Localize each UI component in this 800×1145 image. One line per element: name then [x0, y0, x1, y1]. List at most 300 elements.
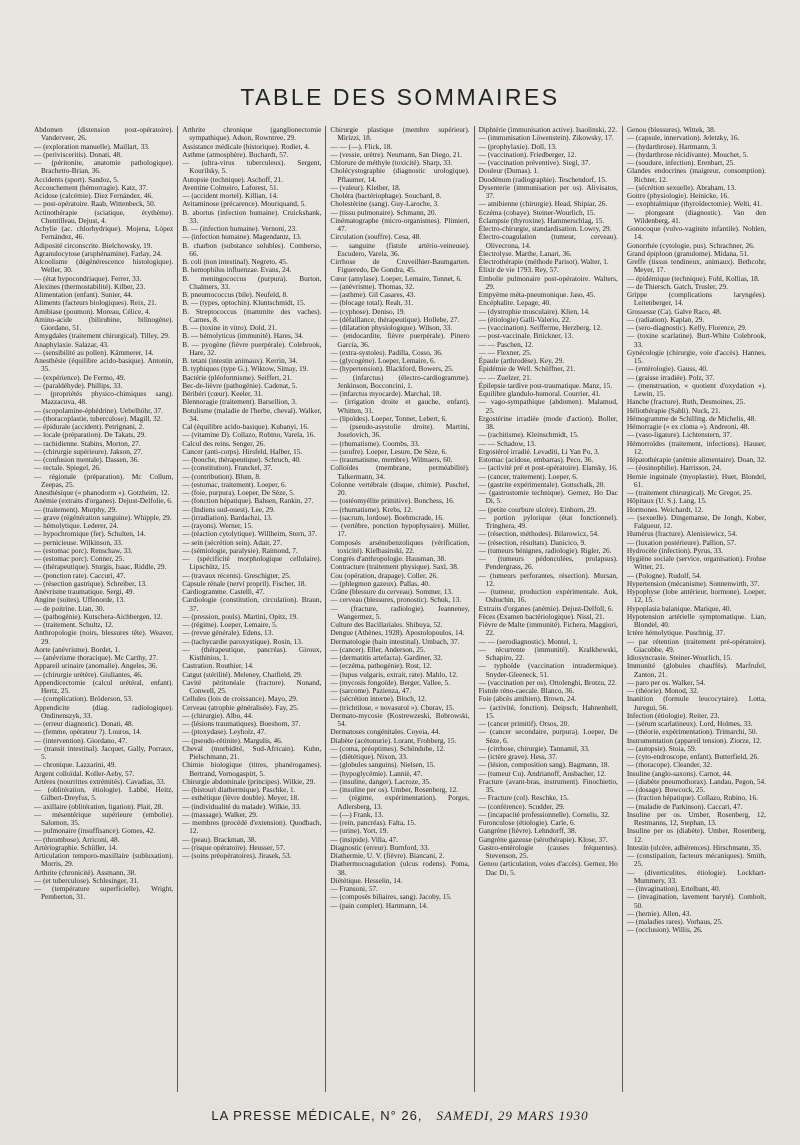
index-entry: — épidémique (technique). Fohl, Kollias, 18. — [626, 273, 760, 283]
index-entry: — (tumeurs bénignes, radiologie). Rigler, 26. — [478, 545, 612, 555]
index-entry: Gangrène gazeuse (sérothérapie). Klose, 37. — [478, 834, 608, 844]
index-entry: — mésentérique supérieure (embolie). Salomon, 35. — [34, 809, 174, 827]
index-entry: — (tumeur, production expérimentale. Auk, Oshuchin, 16. — [478, 587, 618, 605]
index-entry: Hôpitaux (U. S.). Lang, 15. — [626, 496, 707, 506]
index-entry: — hémolytique. Lederer, 24. — [34, 521, 119, 530]
index-entry: — (exploration manuelle). Maillart, 33. — [34, 141, 150, 151]
index-entry: — (diabète pneumothorax). Landau, Pegon, 54. — [626, 776, 767, 786]
index-entry: — (soufre). Loeper, Lesure, De Sèze, 6. — [330, 446, 448, 456]
index-entry: Amygdales (traitement chirurgical). Tilley, 29. — [34, 331, 170, 341]
index-entry: Béribéri (cœur). Keeler, 31. — [182, 389, 263, 398]
index-entry: — (dermatitis artefacta). Gardiner, 32. — [330, 653, 443, 662]
index-entry: Cavité péritonéale (fracture). Nonand, Conwell, 25. — [182, 677, 322, 695]
index-entry: — (femme, opérateur ?). Louros, 14. — [34, 727, 142, 737]
index-entry: — (petite courbure ulcère). Einhorn, 29. — [478, 504, 597, 514]
index-entry: Cerveau (atrophie généralisée). Fay, 25. — [182, 702, 299, 712]
index-entry: — axillaire (oblitération, ligation). Plait, 28. — [34, 801, 164, 811]
index-entry: Aliments (facteurs biologiques). Reix, 21. — [34, 298, 157, 308]
index-entry: — vago-sympathique (abdomen). Malamud, 25. — [478, 397, 618, 415]
index-entry: — (risque opératoire). Heusser, 57. — [182, 842, 286, 852]
index-entry: Infection (étiologie). Reiter, 23. — [626, 710, 720, 720]
index-entry: — Fracture (col). Reschke, 15. — [478, 793, 569, 803]
index-entry: — (théorie). Monod, 32. — [626, 686, 699, 695]
index-entry: — (résection, résultats). Danicico, 9. — [478, 537, 586, 547]
index-entry: Cal (équilibre acido-basique). Kubanyi, 16. — [182, 422, 309, 431]
index-entry: Eczéma (cobaye). Steiner-Wourlich, 15. — [478, 207, 596, 217]
index-entry: Héliothérapie (Sahli). Nuck, 21. — [626, 405, 721, 415]
index-entry: Chlorure de méthyle (toxicité). Sharp, 33. — [330, 158, 453, 167]
index-entry: — rachidienne. Stabins, Morton, 27. — [34, 438, 141, 448]
index-entry: Intestin (ulcère, adhérences). Hirschmann, 35. — [626, 842, 762, 852]
index-entry: — (thérapeutique). Sturgis, Isaac, Riddle, 29. — [34, 562, 167, 572]
index-entry: — (fonction hépatique). Bahsen, Rankin, 27. — [182, 496, 314, 506]
index-entry: Grand épiploon (granulome). Midana, 51. — [626, 248, 750, 258]
index-entry: Cancer (anti-corps). Hirsfeld, Halber, 15. — [182, 446, 303, 456]
index-entry: — épidurale (accident). Petrignani, 2. — [34, 422, 145, 431]
index-entry: Chimie biologique (titres, phanérogames). Bertrand, Vornogaspirt, 5. — [182, 760, 322, 778]
index-entry: — (graisse irradiée). Polz, 37. — [626, 372, 715, 382]
index-entry: — post-opératoire. Raab, Wittenbeck, 50. — [34, 199, 156, 209]
footer-date: SAMEDI, 29 MARS 1930 — [436, 1108, 589, 1123]
index-entry: Insuline (anglo-saxons). Carnot, 44. — [626, 768, 732, 778]
index-entry: — (rayons). Werner, 15. — [182, 521, 253, 530]
index-entry: Calcul des reins. Senger, 26. — [182, 438, 266, 448]
index-entry: — (constipation, facteurs mécaniques). Smith, 25. — [626, 851, 767, 869]
index-entry: Élixir de vie 1793. Rey, 57. — [478, 265, 559, 275]
index-entry: Accidents (sport). Sandoz, 5. — [34, 174, 119, 184]
index-entry: Grippe (complications laryngées). Leitenberger, 14. — [626, 290, 767, 308]
index-entry: — (péritonite, anatomie pathologique). Brachetto-Brian, 36. — [34, 158, 174, 176]
index-entry: Appareil urinaire (anomalie). Angeles, 36. — [34, 661, 158, 671]
index-entry: B. tetani (intestin animaux). Kerrin, 34. — [182, 356, 298, 365]
index-entry: — (invagination). Ertelbant, 40. — [626, 884, 721, 893]
index-entry: — (défaillance, thérapeutique). Hollebe, 27. — [330, 314, 460, 324]
index-entry: Inanition (formule leucocytaire). Lotta, Juregui, 56. — [626, 694, 767, 712]
index-entry: — (régime, expérimentation). Porges, Adlersberg, 13. — [330, 793, 470, 811]
index-entry: — (rhumatisme). Krebs, 12. — [330, 504, 413, 514]
index-entry: Genou (articulation, voies d'accès). Gernez, Ho Dac Di, 5. — [478, 859, 618, 877]
index-entry: Hémogramme de Schilling. de Michelis, 48. — [626, 413, 757, 423]
index-entry: Furonculose (étiologie). Carle, 6. — [478, 818, 576, 827]
index-entry: — (régime). Loeper, Lemaire, 5. — [182, 620, 278, 629]
index-entry: — (prophylaxie). Doll, 13. — [478, 141, 557, 151]
index-entry: — (rachitisme). Kleinschmidt, 15. — [478, 430, 579, 440]
index-entry: — (menstruation, « quotient d'oxydation »). Lewin, 15. — [626, 380, 767, 398]
page-footer — [0, 1108, 800, 1124]
index-entry: Équilibre glandulo-humoral. Courrier, 41. — [478, 389, 601, 398]
index-entry: — (rein, pancréas). Falta, 15. — [330, 818, 416, 827]
index-entry: Hémorragie (« ex cloma »). Andreoni, 48. — [626, 422, 750, 431]
index-entry: Circulation (souffre). Cesa, 48. — [330, 232, 422, 242]
index-entry: Glandes endocrines (maigreur, consomption). Richter, 12. — [626, 166, 767, 184]
index-entry: Chirurgie abdominale (principes). Wilkie, 29. — [182, 776, 316, 786]
index-entry: Douleur (Dumas). 1. — [478, 166, 539, 176]
index-entry: — (bistouri diathermique). Paschke, 1. — [182, 785, 296, 794]
index-entry: — (lésions traumatiques). Boeshorn, 37. — [182, 719, 301, 728]
index-entry: — (ultra-virus tuberculeux). Sergent, Kourilsky, 5. — [182, 158, 322, 176]
index-entry: — (pathogénie). Kutschera-Aichbergen, 12. — [34, 611, 163, 621]
index-entry: — (constitution). Franckel, 37. — [182, 463, 273, 473]
index-entry: B. meningococcus (purpura). Burton, Chalmers, 33. — [182, 273, 322, 291]
index-entry: — (sécrétion sexuelle). Abraham, 13. — [626, 182, 737, 192]
index-column-3 — [325, 126, 473, 1092]
index-entry: — Fransoni, 57. — [330, 884, 378, 893]
index-entry: — (estomac porc). Renschaw, 33. — [34, 545, 133, 555]
index-entry: — (extra-systoles). Padilla, Cosso, 36. — [330, 347, 443, 357]
index-entry: Anévrisme traumatique. Sergi, 49. — [34, 587, 135, 596]
index-entry: — (paraldéhyde). Phillips, 33. — [34, 380, 123, 390]
index-entry: — (cancer). Eller, Anderson, 25. — [330, 644, 426, 654]
index-entry: — (—) Frank, 13. — [330, 809, 384, 819]
index-entry: — (phlegmon gazeux). Pallas, 40. — [330, 578, 430, 588]
index-entry: — — Paschen, 12. — [478, 339, 534, 349]
index-entry: — — Flexner, 25. — [478, 347, 532, 357]
index-entry: Gastro-entérologie (causes fréquentes). Stevenson, 25. — [478, 842, 618, 860]
index-entry: — membres (procédé d'extension). Quodbach, 12. — [182, 818, 322, 836]
index-entry: — (chirurgie urétère). Giuliantes, 46. — [34, 669, 143, 679]
index-entry: — (et tuberculose). Schlesinger, 31. — [34, 875, 139, 885]
index-entry: Fèces (Examen bactériologique). Nissl, 21. — [478, 611, 605, 621]
index-entry: — pernicieuse. Wilkinson, 33. — [34, 537, 123, 547]
index-entry: — (cirrhose, chirurgie). Tannamil, 33. — [478, 743, 590, 753]
index-entry: — (thrombose). Arriconi, 48. — [34, 834, 120, 844]
index-entry: Artériographie. Schüller, 14. — [34, 842, 118, 852]
index-entry: Colonne vertébrale (disque, chimie). Puschel, 20. — [330, 479, 470, 497]
index-entry: Contracture (traitement physique). Saxl, 38. — [330, 562, 459, 572]
index-entry: — (incapacité professionnelle). Cornelis, 32. — [478, 809, 610, 819]
index-entry: — (sémiologie, paralysie). Raimond, 7. — [182, 545, 298, 555]
index-entry: — (maladies rares). Vorhaus, 25. — [626, 917, 723, 926]
index-entry: — (capsule, innervation). Jeletzky, 16. — [626, 133, 740, 143]
index-entry: — (luxation postérieure). Pallion, 57. — [626, 537, 737, 547]
index-entry: — (individualité du malade). Wilkie, 33. — [182, 801, 301, 811]
index-entry: Ergostérol irradié. Levaditi, Li Yan Po, 3. — [478, 446, 600, 456]
index-entry: Humérus (fracture). Alenisiewicz, 54. — [626, 529, 738, 539]
index-entry: — (dystrophie musculaire). Klien, 14. — [478, 306, 590, 316]
index-entry: — (immunisation Löwenstein). Zikowsky, 17. — [478, 133, 614, 143]
index-entry: — (cancer, traitement). Loeper, 6. — [478, 471, 578, 481]
index-entry: — (entérologie). Gauss, 40. — [626, 364, 708, 374]
index-entry: — (valeur). Kleiber, 18. — [330, 182, 401, 192]
index-entry: — (hydarthrose). Hartmann, 3. — [626, 141, 718, 151]
index-entry: — (gastrostomie technique). Gernez, Ho Dac Di, 5. — [478, 488, 618, 506]
index-entry: B. coli (non intestinal). Negreto, 45. — [182, 257, 288, 266]
index-entry: — (thérapeutique, pancréas). Giroux, Kisthinios, 1. — [182, 644, 322, 662]
index-entry: Dermatologie (bain intestinal). Umbach, 37. — [330, 636, 460, 646]
index-entry: Épidémie de Well. Schüffner, 21. — [478, 364, 576, 374]
index-entry: Électrothérapie (méthode Parisot). Walter, 1. — [478, 257, 609, 266]
index-entry: — (pain complet). Hartmann, 14. — [330, 900, 428, 910]
index-entry: — grave (régénération sanguine). Whipple, 29. — [34, 512, 172, 522]
index-entry: — de Thiersch. Gatch, Trusler, 29. — [626, 281, 728, 291]
index-entry: — (radiation). Kaplan, 29. — [626, 314, 705, 324]
index-entry: — (température superficielle). Wright, Pemberton, 31. — [34, 884, 174, 902]
index-entry: — (activité, fonction). Deipsch, Hahnenhell, 15. — [478, 702, 618, 720]
index-entry: Colloïdes (membrane, perméabilité). Talkermann, 34. — [330, 463, 470, 481]
index-entry: — (dilatation physiologique). Wilson, 33. — [330, 323, 453, 332]
index-entry: — (eczéma, pathogénie). Rost, 12. — [330, 661, 432, 671]
index-entry: Ergostérine irradiée (mode d'action). Boller, 38. — [478, 413, 618, 431]
index-entry: Arthrite chronique (ganglionectomie sympathique). Adson, Rowntree, 29. — [182, 126, 322, 143]
index-entry: — (résection gastrique). Schreiber, 13. — [34, 578, 147, 588]
index-entry: — typhoïde (vaccination intradermique). Snyder-Gleeneck, 51. — [478, 661, 618, 679]
index-entry: — (hydarthrose récidivante). Mouchet, 5. — [626, 149, 749, 159]
index-entry: Accouchement (hémorragie). Katz, 37. — [34, 182, 148, 192]
index-entry: — (cyphose). Deniso, 19. — [330, 306, 406, 316]
index-entry: — (traitement). Murphy, 29. — [34, 504, 118, 514]
index-entry: Cœur (amylase). Loeper, Lemaire, Tonnet, 6. — [330, 273, 462, 283]
index-entry: Cardiogramme. Castelli, 47. — [182, 587, 265, 596]
index-entry: Alimentation (enfant). Sunier, 44. — [34, 290, 133, 299]
index-entry: — (ptoxydase). Leyholz, 47. — [182, 727, 267, 737]
index-entry: — (résection, méthodes). Bilarowicz, 54. — [478, 529, 599, 539]
index-entry: — (éosinophilie). Harrisson, 24. — [626, 463, 722, 473]
index-entry: Congrès d'anthropologie. Hausman, 38. — [330, 554, 447, 563]
index-entry: Idiosyncrasie. Steiner-Wourlich, 15. — [626, 653, 733, 662]
index-entry: Avitaminose (précarence). Mouriquand, 5. — [182, 199, 307, 209]
index-entry: — (hypertension). Blackford, Bowers, 25. — [330, 364, 454, 374]
index-entry: — (globules sanguins). Nielsen, 15. — [330, 760, 436, 770]
index-entry: — (invagination, lavement baryté). Combolt, 50. — [626, 892, 767, 910]
index-entry: — (anévrisme thoracique). Mc Carthy, 27. — [34, 653, 158, 662]
index-entry: — sein (sécrétion sein). Adair, 27. — [182, 537, 283, 547]
index-entry: Fistule réno-caecale. Blanco, 36. — [478, 686, 575, 695]
index-entry: — (sensibilité au pollen). Kämmerer, 14. — [34, 347, 154, 357]
index-entry: — (vessie, urètre). Neumann, San Diego, 21. — [330, 149, 462, 159]
index-entry: — récurrente (immunité). Kralkhewski, Schapiro, 22. — [478, 644, 618, 662]
index-entry: Cellules (lois de croissance). Mayo, 29. — [182, 694, 298, 704]
index-entry: — (tumeurs pédonculées, prolapsus). Pendergrass, 26. — [478, 554, 618, 572]
index-entry: — (mycosis fongoïde). Berger, Vallee, 5. — [330, 677, 451, 687]
index-entry: B. — hémolyticus (immunité). Hares, 34. — [182, 331, 304, 341]
index-entry: — paro per os. Walker, 54. — [626, 677, 706, 687]
index-entry: Hépatothérapie (anémie alimentaire). Doan, 32. — [626, 455, 766, 464]
index-entry: Encéphalite. Lepage, 40. — [478, 298, 551, 308]
index-entry: Éclampsie (thyroxine). Hammerschlag, 15. — [478, 215, 605, 225]
index-entry: B. — pyogène (fièvre puerpérale). Colebrook, Hare, 32. — [182, 339, 322, 357]
index-entry: Cholécystographie (diagnostic urologique). Pflaumer, 14. — [330, 166, 470, 184]
index-entry: — (dosage). Bowcock, 25. — [626, 785, 706, 794]
index-entry: Hémorroïdes (traitement, infections). Hauser, 12. — [626, 438, 767, 456]
index-entry: B. — (infection humaine). Vernoni, 23. — [182, 224, 297, 233]
index-entry: — (état hypocondriaque). Ferrer, 33. — [34, 273, 142, 283]
index-entry: Anthropologie (noirs, blessures tête). Weaver, 29. — [34, 628, 174, 646]
index-entry: Gonocoque (vulvo-vaginite infantile). Nohlen, 14. — [626, 224, 767, 242]
index-entry: — (erreur diagnostic). Donati, 48. — [34, 719, 134, 728]
index-entry: Agranulocytose (arsphénamine). Farlay, 24. — [34, 248, 162, 258]
index-column-2 — [177, 126, 325, 1092]
index-entry: Goitre (physiologie). Heinicke, 16. — [626, 191, 729, 200]
index-entry: Cinématographe (micro-organismes). Plimieri, 47. — [330, 215, 470, 233]
index-entry: Ictère hémolytique. Puschnig, 37. — [626, 628, 725, 638]
index-entry: — (sarcome). Pazienza, 47. — [330, 686, 412, 695]
index-entry: Greffe (tissus tendineux, animaux). Bethcohr, Meyer, 17. — [626, 257, 767, 275]
index-entry: B. abortus (infection humaine). Cruickshank, 33. — [182, 207, 322, 225]
index-entry: Actinothérapie (sciatique, érythème). Chentilleau, Dejust, 4. — [34, 207, 174, 225]
index-entry: Immunité (globules chauffés). Marfrufel, Zanton, 21. — [626, 661, 767, 679]
index-entry: Catgut (stérilité). Meleney, Chatfield, 29. — [182, 669, 303, 679]
index-entry: Hypophyse (lobe antérieur, hormone). Loeper, 12, 15. — [626, 587, 767, 605]
index-entry: — (massage). Walker, 29. — [182, 809, 258, 819]
index-entry: Hernie inguinale (myoplastie). Huet, Blondel, 61. — [626, 471, 767, 489]
index-entry: Crâne (blessure du cerveau). Sommer, 13. — [330, 587, 453, 596]
index-entry: — (endocardite, fièvre puerpérale). Pinero García, 36. — [330, 331, 470, 349]
index-entry: — (infarctus) (électro-cardiogramme). Jenkinson, Bocconcini, 1. — [330, 372, 470, 390]
index-entry: Aorte (anévrisme). Bordet, 1. — [34, 644, 120, 654]
index-entry: Gonorrhée (cytologie, pus). Schrachner, 26. — [626, 240, 755, 250]
page-title: TABLE DES SOMMAIRES — [240, 84, 560, 110]
index-entry: — — Schadow, 13. — [478, 438, 536, 448]
index-entry: — (infarctus myocarde). Marchal, 18. — [330, 389, 442, 398]
index-entry: — (coma, préoptimes). Schöndube, 12. — [330, 743, 446, 753]
index-entry: Fracture (avant-bras, instrument). Finochietto, 35. — [478, 776, 618, 794]
index-entry: Grossesse (Ca). Galve Raco, 48. — [626, 306, 722, 316]
index-entry: — (traitement chirurgical). Mc Gregor, 25. — [626, 488, 753, 497]
index-entry: — — (—). Flick, 18. — [330, 141, 393, 151]
index-entry: — portion pylorique (état fonctionnel). Tringhera, 49. — [478, 512, 618, 530]
index-entry: — (foie, purpura). Loeper, De Sèze, 5. — [182, 488, 295, 497]
index-entry: Hormones. Weichardt, 12. — [626, 504, 704, 514]
index-entry: — (vaccination préventive). Siegl, 37. — [478, 158, 591, 167]
index-entry: Foie (abcès amibien). Brown, 24. — [478, 694, 577, 704]
index-entry: — (ictère grave). Hess, 37. — [478, 752, 558, 761]
index-column-1 — [34, 126, 177, 1092]
index-entry: — (confusion mentale). Dassen, 36. — [34, 455, 140, 464]
index-entry: Estomac (acidose, embarras). Peco, 36. — [478, 455, 594, 464]
index-entry: Hypoplasia balanique. Marique, 40. — [626, 603, 732, 613]
index-entry: — (lupus vulgaris, extrait, rate). Mahlo, 12. — [330, 669, 458, 679]
index-entry: Assistance médicale (historique). Rodiet, 4. — [182, 141, 310, 151]
index-entry: Électro-chirurgie, standardisation. Lowry, 29. — [478, 224, 612, 233]
index-entry: — (peau). Brackman, 38. — [182, 834, 257, 844]
index-entry: Adiposité circonscrite. Bielchowsky, 19. — [34, 240, 153, 250]
index-entry: Anesthésique (« phanodorm »). Gotzheim, 12. — [34, 488, 170, 497]
index-entry: — (fracture, radiologie). Jeanneney, Wangermez, 5. — [330, 603, 470, 621]
index-entry: — (tumeurs perforantes, résection). Mursan, 12. — [478, 570, 618, 588]
index-entry: Aventine Colmeiro, Laforest, 51. — [182, 182, 279, 192]
index-entry: Diagnostic (erreur). Burnford, 33. — [330, 842, 430, 852]
index-entry: — (vaccination). Seifferme, Herzberg, 12. — [478, 323, 602, 332]
index-entry: Cheval (morbidité, Sud-Africain). Kuhn, Pielschmann, 21. — [182, 743, 322, 761]
index-entry: — cerveau (blessures, pronostic). Schuk, 13. — [330, 595, 462, 605]
index-entry: — locale (préparation). De Takats, 29. — [34, 430, 147, 440]
index-column-5 — [622, 126, 770, 1092]
index-entry: — post-vaccinale. Brückner, 13. — [478, 331, 574, 341]
index-entry: — (chirurgie supérieure). Jakson, 27. — [34, 446, 143, 456]
index-entry: — (cyto-endroscope, enfant). Butterfield, 26. — [626, 752, 759, 761]
index-entry: — (trichtilose, « novasurol »). Churav, 15. — [330, 702, 455, 712]
index-entry: — (occlusion). Willis, 26. — [626, 925, 703, 935]
index-entry: — (blocage total). Reah, 31. — [330, 298, 414, 308]
index-entry: — (sérum scarlatineux). Lord, Holmes, 33. — [626, 719, 753, 728]
index-entry: Dermato-mycosie (Kostrewzeski, Bobrowski, 54. — [330, 710, 470, 728]
index-entry: Angine (suites). Uffenorde, 13. — [34, 595, 126, 605]
index-entry: Articulation temporo-maxillaire (subluxation). Morris, 29. — [34, 851, 174, 869]
index-entry: Bactérie (pléoformisme). Seiffert, 21. — [182, 372, 292, 382]
index-entry: Gynécologie (chirurgie, voie d'accès). Hannes, 15. — [626, 347, 767, 365]
index-entry: — (pseudo-rétinite). Margulis, 46. — [182, 735, 283, 745]
index-entry: Diététique. Hesselin, 14. — [330, 875, 403, 885]
index-entry: Diathermie, U. V. (fièvre). Biancani, 2. — [330, 851, 445, 860]
index-entry: Hanche (fracture). Ruth, Desmoines, 25. — [626, 397, 746, 407]
index-entry: Artères (nourrittes extrémités). Cavadias, 33. — [34, 776, 166, 786]
index-entry: Électrolyse. Marthe, Lanari, 36. — [478, 248, 572, 258]
index-entry: — — Zuelzer, 21. — [478, 372, 532, 382]
index-entry: B. typhiques (type G.). Wiktow, Simay, 19. — [182, 364, 309, 374]
index-entry: — (vaso-ligature). Lichtenstern, 37. — [626, 430, 732, 440]
index-entry: Extraits d'organes (anémie). Dejust-Delfoll, 6. — [478, 603, 614, 613]
index-entry: — régionale (préparation). Mc Collum, Zeepas, 25. — [34, 471, 174, 489]
index-entry: Diabète (acétonurie). Lorant, Frohberg, 15. — [330, 735, 457, 745]
index-entry: Anaphylaxie. Salazar, 43. — [34, 339, 109, 349]
index-entry: Autopsie (technique). Aschoff, 21. — [182, 174, 283, 184]
index-entry: — (revue générale). Edens, 13. — [182, 628, 274, 638]
index-entry: Électro-coagulation (tumeur, cerveau). Olivecrona, 14. — [478, 232, 618, 250]
index-entry: B. charbon (substance solubles). Comberso, 66. — [182, 240, 322, 258]
index-entry: Blennoragie (traitement). Barsellion, 3. — [182, 397, 297, 407]
index-entry: — (insuline, danger). Lacroze, 35. — [330, 776, 431, 786]
index-entry: — (ponction rate). Caccuri, 47. — [34, 570, 126, 580]
index-entry: Hydrocèle (infection). Pyrus, 33. — [626, 545, 723, 555]
index-entry: — (diverticulites, étiologie). Lockhart-Mummery, 33. — [626, 867, 767, 885]
index-entry: Acidose (calcémie). Díez Fernández, 46. — [34, 191, 153, 200]
index-entry: Dengue (Athènes, 1928). Apostolopoulos, 14. — [330, 628, 465, 638]
index-entry: — (sacrum, lordose). Boehmcrade, 16. — [330, 512, 444, 522]
index-entry: — (urine). Yort, 19. — [330, 826, 389, 836]
index-entry: — (fraction hépatique). Collazo, Rubino, 16. — [626, 793, 758, 803]
index-entry: Hygiène sociale (service, organisation). Frohse Witter, 21. — [626, 554, 767, 572]
index-entry: Composés arsénobenzoliques (vérification, toxicité). Kielbasinski, 22. — [330, 537, 470, 555]
index-entry: — esthétique (lèvre double). Meyer, 18. — [182, 793, 300, 803]
index-entry: — (complication). Bröderson, 53. — [34, 694, 133, 704]
index-entry: — (vitamine D). Collazo, Rubino, Varela, 16. — [182, 430, 316, 440]
index-entry: Choléra (bactériophage). Souchard, 8. — [330, 191, 442, 200]
index-entry: — (tissu pulmonaire). Schmann, 20. — [330, 207, 437, 217]
index-entry: Gangrène (fièvre). Lehndorff, 38. — [478, 826, 577, 836]
index-entry: — (théorie, expérimentation). Trimarchi, 50. — [626, 727, 758, 737]
index-entry: — (ostéomyélite primitive). Bonchess, 16. — [330, 496, 455, 506]
index-entry: — (glycogène). Loeper, Lemaire, 6. — [330, 356, 436, 365]
index-entry: — (composés biliaires, sang). Jacoby, 15. — [330, 892, 452, 902]
index-entry: Anesthésie (équilibre acido-basique). Antonin, 35. — [34, 356, 174, 374]
index-entry: — (traitement. Schultz, 12. — [34, 620, 114, 629]
index-entry: — (activité pré et post-opératoire). Elansky, 16. — [478, 463, 618, 473]
index-entry: — (Indiens sud-ouest). Lee, 29. — [182, 504, 275, 514]
index-entry: Empyème méta-pneumonique. Jaso, 45. — [478, 290, 596, 299]
index-entry: Duodénum (radiographie). Teschendorf, 15. — [478, 174, 607, 184]
index-entry: Diphtérie (immunisation active). Isaolinski, 22. — [478, 126, 618, 134]
index-entry: — (soudure, infection). Erenbart, 25. — [626, 158, 736, 167]
index-entry: — sanguine (fistule artério-veineuse). Escudero, Varela, 36. — [330, 240, 470, 258]
index-entry: Genou (blessures). Wittek, 38. — [626, 126, 716, 134]
index-entry: Anémie (extraits d'organes). Dejust-Delfolie, 6. — [34, 496, 173, 506]
index-entry: Épaule (arthrodèse). Key, 29. — [478, 356, 565, 365]
index-entry: — (vaccination per os). Ottolenghi, Brotzu, 22. — [478, 677, 617, 687]
index-entry: Amino-acide (bilirubine, bilinogène). Giordano, 51. — [34, 314, 174, 332]
index-entry: — (pression, pouls). Martini, Opitz, 19. — [182, 611, 299, 621]
index-entry: — (anévrisme). Thomas, 32. — [330, 281, 415, 291]
index-entry: — hypochromique (fer). Schulten, 14. — [34, 529, 146, 539]
index-entry: — (bouche, thérapeutique). Schruch, 40. — [182, 455, 301, 464]
index-entry: — (chirurgie). Albo, 44. — [182, 710, 253, 720]
index-columns — [34, 126, 770, 1092]
index-entry: — (cancer primitif). Orsos, 20. — [478, 719, 570, 728]
index-entry: — plongeant (diagnostic). Van den Wildenberg, 41. — [626, 207, 767, 225]
index-entry: — (oblitération, étiologie). Labbé, Heitz, Gilbert-Dreyfus, 5. — [34, 785, 174, 803]
index-entry: B. Streptococcus (mammite des vaches). Carnes, 8. — [182, 306, 322, 324]
index-entry: Alcoolisme (dégénérescence histologique). Weller, 30. — [34, 257, 174, 275]
index-entry: Botulisme (maladie de l'herbe, cheval). Walker, 34. — [182, 405, 322, 423]
